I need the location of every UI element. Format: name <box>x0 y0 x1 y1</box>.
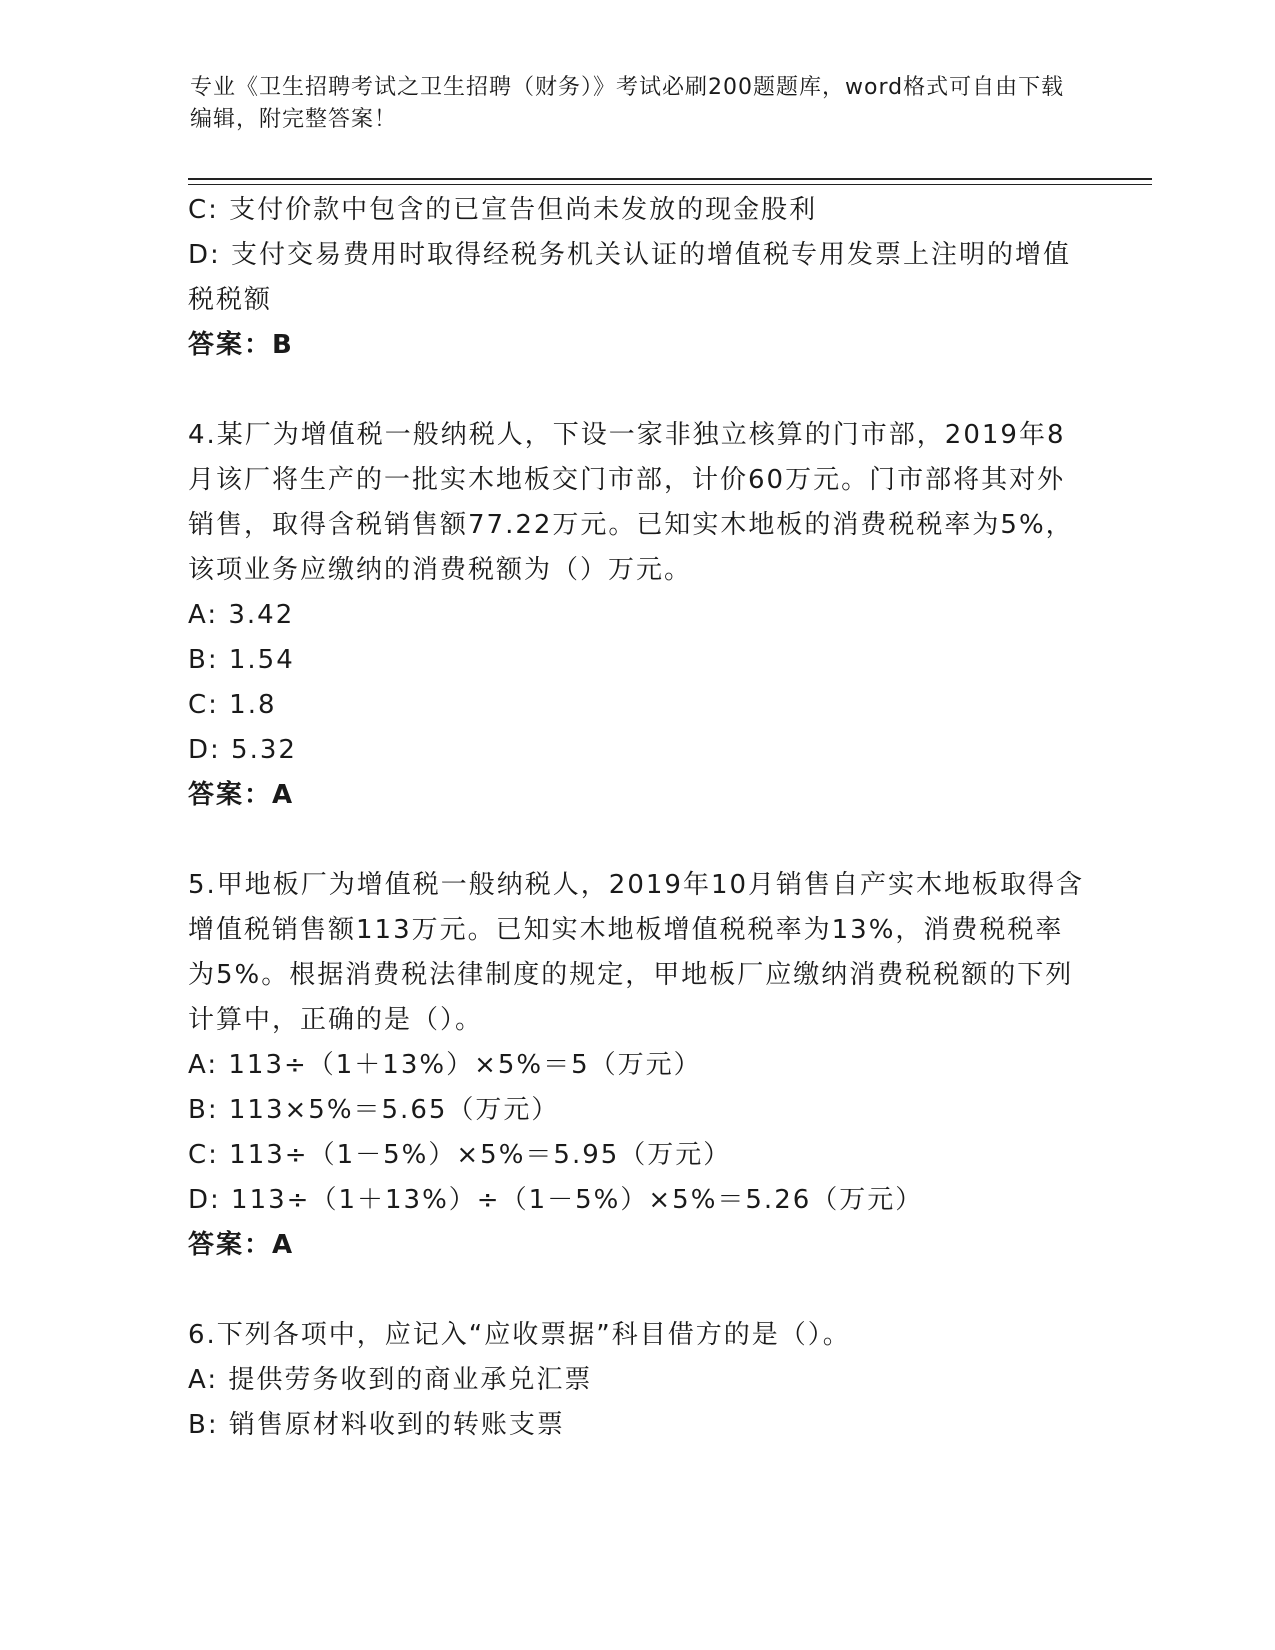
spacer <box>188 1268 1088 1313</box>
q3-option-d: D: 支付交易费用时取得经税务机关认证的增值税专用发票上注明的增值税税额 <box>188 240 1072 315</box>
q6-option-a: A: 提供劳务收到的商业承兑汇票 <box>188 1365 593 1395</box>
q4-answer: 答案：A <box>188 780 295 810</box>
q5-answer: 答案：A <box>188 1230 295 1260</box>
header-rule-thin <box>188 184 1152 185</box>
q4-option-d: D: 5.32 <box>188 735 297 765</box>
q4-option-a: A: 3.42 <box>188 600 295 630</box>
q5-stem: 5.甲地板厂为增值税一般纳税人，2019年10月销售自产实木地板取得含增值税销售额113万元。已知实木地板增值税税率为13%，消费税税率为5%。根据消费税法律制度的规定，甲地板厂应缴纳消费税税额的下列计算中，正确的是（）。 <box>188 870 1085 1035</box>
question-content <box>188 188 1088 1448</box>
spacer <box>188 368 1088 413</box>
q4-option-c: C: 1.8 <box>188 690 277 720</box>
q5-option-d: D: 113÷（1＋13%）÷（1－5%）×5%＝5.26（万元） <box>188 1185 924 1215</box>
q5-option-a: A: 113÷（1＋13%）×5%＝5（万元） <box>188 1050 702 1080</box>
q3-answer: 答案：B <box>188 330 294 360</box>
q5-option-c: C: 113÷（1－5%）×5%＝5.95（万元） <box>188 1140 732 1170</box>
page-header: 专业《卫生招聘考试之卫生招聘（财务）》考试必刷200题题库，word格式可自由下载编辑，附完整答案！ <box>190 75 1065 132</box>
q3-option-c: C: 支付价款中包含的已宣告但尚未发放的现金股利 <box>188 195 818 225</box>
q4-stem: 4.某厂为增值税一般纳税人，下设一家非独立核算的门市部，2019年8月该厂将生产的一批实木地板交门市部，计价60万元。门市部将其对外销售，取得含税销售额77.22万元。已知实木地板的消费税税率为5%，该项业务应缴纳的消费税额为（）万元。 <box>188 420 1074 585</box>
header-rule-thick <box>188 178 1152 180</box>
q6-stem: 6.下列各项中，应记入“应收票据”科目借方的是（）。 <box>188 1320 851 1350</box>
spacer <box>188 818 1088 863</box>
q5-option-b: B: 113×5%＝5.65（万元） <box>188 1095 560 1125</box>
q4-option-b: B: 1.54 <box>188 645 295 675</box>
q6-option-b: B: 销售原材料收到的转账支票 <box>188 1410 565 1440</box>
